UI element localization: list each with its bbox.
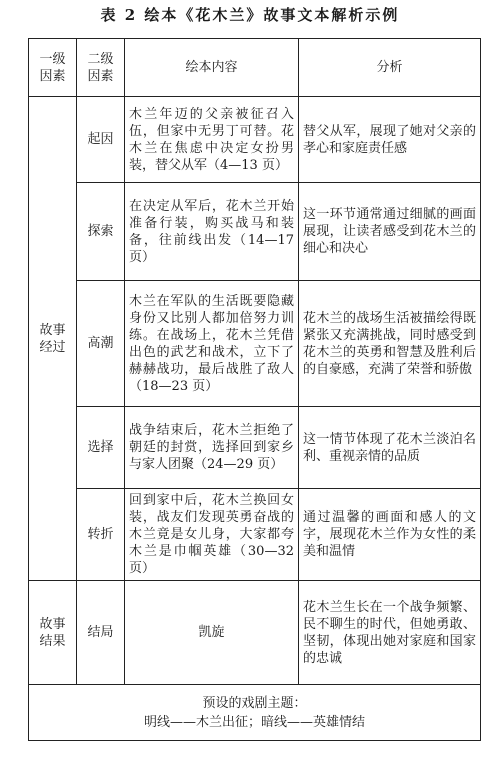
header-analysis: 分析 [299,39,481,97]
content-cell: 回到家中后，花木兰换回女装，战友们发现英勇奋战的木兰竟是女儿身，大家都夸木兰是巾帼英雄（30—32 页） [125,489,299,581]
group-ending: 故事 结果 [29,581,77,685]
sub-factor: 结局 [77,581,125,685]
drama-theme [29,685,481,741]
table-caption: 表 2 绘本《花木兰》故事文本解析示例 [100,6,400,24]
table-row [29,407,481,489]
header-level1: 一级 因素 [29,39,77,97]
table-row [29,581,481,685]
analysis-cell: 替父从军，展现了她对父亲的孝心和家庭责任感 [299,97,481,183]
table-row [29,489,481,581]
content-cell: 凯旋 [125,581,299,685]
table-row [29,97,481,183]
group-process: 故事 经过 [29,97,77,581]
header-row [29,39,481,97]
content-cell: 在决定从军后，花木兰开始准备行装，购买战马和装备，往前线出发（14—17 页） [125,183,299,281]
analysis-cell: 花木兰的战场生活被描绘得既紧张又充满挑战，同时感受到花木兰的英勇和智慧及胜利后的自豪感，充满了荣誉和骄傲 [299,281,481,407]
sub-factor: 转折 [77,489,125,581]
drama-theme-label: 预设的戏剧主题： [202,695,307,711]
analysis-cell: 这一情节体现了花木兰淡泊名利、重视亲情的品质 [299,407,481,489]
sub-factor: 高潮 [77,281,125,407]
table-row [29,183,481,281]
sub-factor: 选择 [77,407,125,489]
analysis-cell: 通过温馨的画面和感人的文字，展现花木兰作为女性的柔美和温情 [299,489,481,581]
story-analysis-table [28,38,481,741]
content-cell: 木兰年迈的父亲被征召入伍，但家中无男丁可替。花木兰在焦虑中决定女扮男装，替父从军（4—13 页） [125,97,299,183]
table-row [29,281,481,407]
analysis-cell: 这一环节通常通过细腻的画面展现，让读者感受到花木兰的细心和决心 [299,183,481,281]
content-cell: 木兰在军队的生活既要隐藏身份又比别人都加倍努力训练。在战场上，花木兰凭借出色的武艺和战术，立下了赫赫战功，最后战胜了敌人（18—23 页） [125,281,299,407]
header-level2: 二级 因素 [77,39,125,97]
sub-factor: 探索 [77,183,125,281]
sub-factor: 起因 [77,97,125,183]
drama-theme-lines: 明线——木兰出征；暗线——英雄情结 [143,714,365,730]
content-cell: 战争结束后，花木兰拒绝了朝廷的封赏，选择回到家乡与家人团聚（24—29 页） [125,407,299,489]
header-content: 绘本内容 [125,39,299,97]
footer-row [29,685,481,741]
analysis-cell: 花木兰生长在一个战争频繁、民不聊生的时代，但她勇敢、坚韧，体现出她对家庭和国家的忠诚 [299,581,481,685]
